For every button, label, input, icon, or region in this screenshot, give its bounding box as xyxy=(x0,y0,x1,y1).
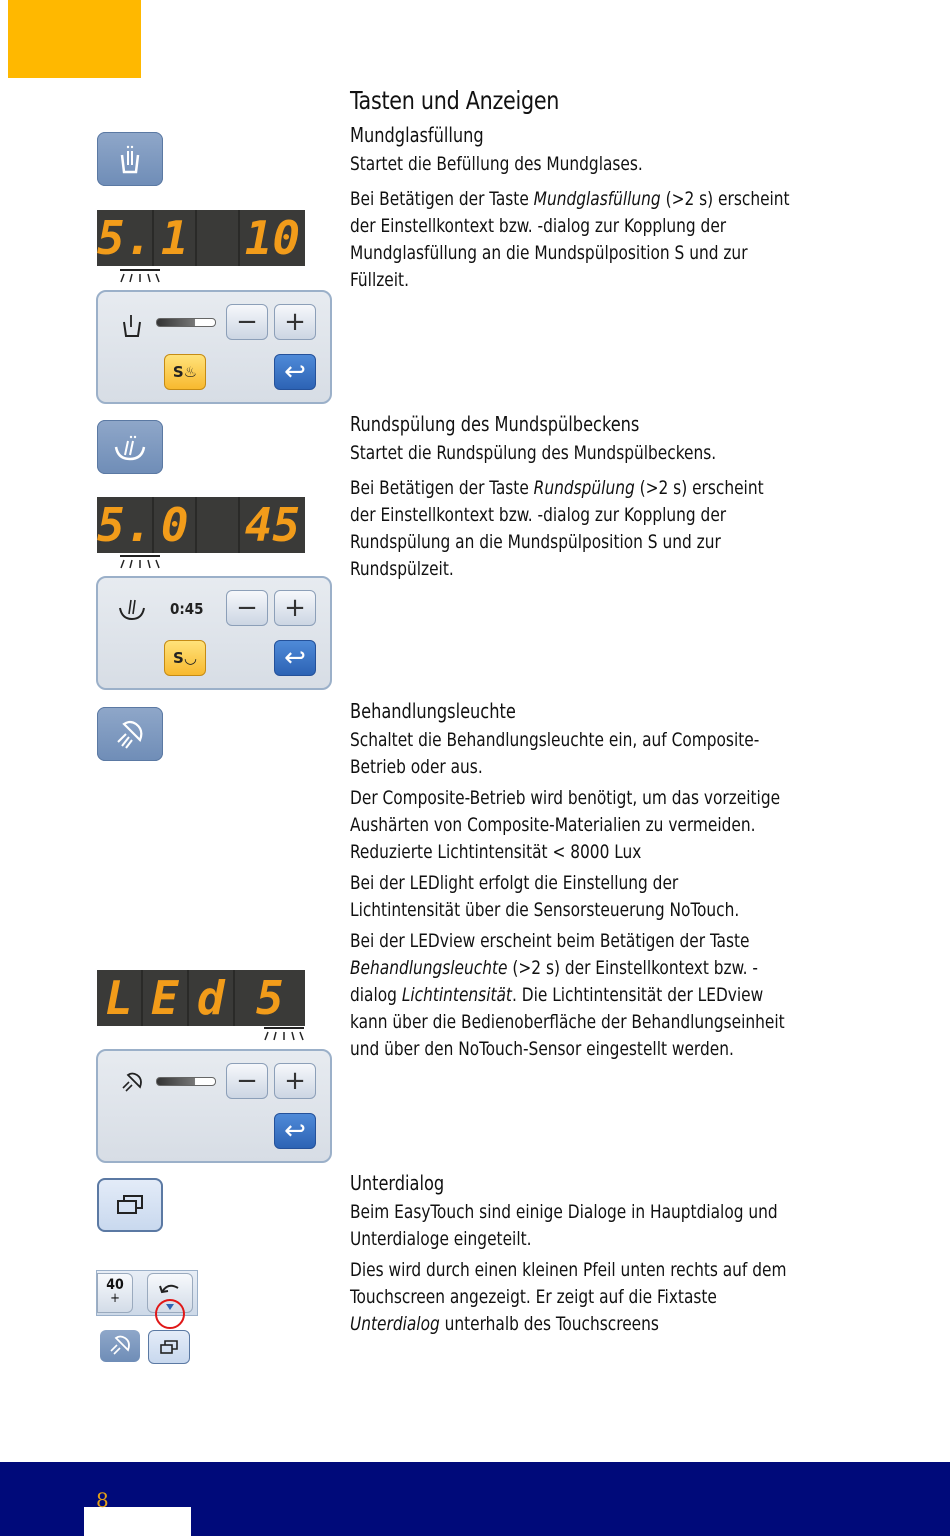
leuchte-p4: Bei der LEDview erscheint beim Betätigen der Taste Behandlungsleuchte (>2 s) der Einstellkontext bzw. -dialog Lichtintensität. Die Lichtintensität der LEDview kann über die Bedienoberfläche der Behandlungseinheit und über den NoTouch-Sensor eingestellt werden. xyxy=(350,930,785,1060)
position-s-cup-button[interactable] xyxy=(164,354,206,390)
treatment-light-icon xyxy=(108,1334,132,1358)
indicator-rays-icon xyxy=(118,268,162,284)
unter-column xyxy=(350,1171,790,1338)
digit: 10 xyxy=(244,211,301,265)
segment-display-mundglas xyxy=(97,210,305,266)
undo-arrow-icon xyxy=(158,1280,182,1298)
digit: L xyxy=(97,970,143,1026)
digit: 5 xyxy=(256,971,284,1025)
page-number: 8 xyxy=(96,1488,109,1512)
mundglas-p2: Bei Betätigen der Taste Mundglasfüllung (>2 s) erscheint der Einstellkontext bzw. -dialog zur Kopplung der Mundglasfüllung an die Mundspülposition S und zur Füllzeit. xyxy=(350,188,790,291)
section-title-rund: Rundspülung des Mundspülbeckens xyxy=(350,412,640,436)
indicator-rays-icon xyxy=(118,554,162,570)
leuchte-column xyxy=(350,699,790,1063)
page-heading: Tasten und Anzeigen xyxy=(350,86,560,115)
digit: 5. xyxy=(97,498,153,552)
unter-p1: Beim EasyTouch sind einige Dialoge in Hauptdialog und Unterdialoge eingeteilt. xyxy=(350,1201,778,1250)
rund-column xyxy=(350,412,790,583)
plus-button[interactable]: + xyxy=(274,304,316,340)
treatment-light-icon xyxy=(112,716,148,752)
digit: E xyxy=(143,970,189,1026)
bowl-rinse-key[interactable] xyxy=(97,420,163,474)
rinse-time-value: 0:45 xyxy=(170,600,204,618)
subdialog-key[interactable] xyxy=(97,1178,163,1232)
digit: 0 xyxy=(154,497,197,553)
subdialog-key-small[interactable] xyxy=(148,1330,190,1364)
leuchte-p3: Bei der LEDlight erfolgt die Einstellung der Lichtintensität über die Sensorsteuerung NoTouch. xyxy=(350,872,740,921)
highlight-circle xyxy=(155,1299,185,1329)
bowl-icon: ◡ xyxy=(183,649,197,667)
section-title-leuchte: Behandlungsleuchte xyxy=(350,699,516,723)
digit xyxy=(197,210,240,266)
subdialog-icon xyxy=(112,1187,148,1223)
segment-display-light xyxy=(97,970,305,1026)
plus-button[interactable]: + xyxy=(274,590,316,626)
light-small-icon xyxy=(120,1071,144,1095)
enter-button[interactable]: ↩ xyxy=(274,640,316,676)
light-key[interactable] xyxy=(97,707,163,761)
digit xyxy=(197,497,240,553)
bowl-small-icon xyxy=(118,596,146,622)
rund-p2: Bei Betätigen der Taste Rundspülung (>2 s) erscheint der Einstellkontext bzw. -dialog zur Kopplung der Rundspülung an die Mundspülposition S und zur Rundspülzeit. xyxy=(350,477,764,580)
value-tile[interactable] xyxy=(97,1273,133,1313)
minus-button[interactable]: − xyxy=(226,1063,268,1099)
cup-small-icon xyxy=(120,312,144,338)
intro-column xyxy=(350,86,790,294)
digit: d xyxy=(189,970,235,1026)
settings-panel-light xyxy=(96,1049,332,1163)
enter-button[interactable]: ↩ xyxy=(274,354,316,390)
minus-button[interactable]: − xyxy=(226,304,268,340)
segment-display-rund xyxy=(97,497,305,553)
subdialog-icon xyxy=(158,1336,180,1358)
settings-panel-rund xyxy=(96,576,332,690)
position-s-label: S xyxy=(172,363,184,381)
position-s-bowl-button[interactable] xyxy=(164,640,206,676)
leuchte-p2: Der Composite-Betrieb wird benötigt, um das vorzeitige Aushärten von Composite-Materialien zu vermeiden. Reduzierte Lichtintensität < 8000 Lux xyxy=(350,787,781,863)
section-title-unter: Unterdialog xyxy=(350,1171,445,1195)
digit: 45 xyxy=(244,498,301,552)
cup-fill-icon xyxy=(112,141,148,177)
cup-fill-key[interactable] xyxy=(97,132,163,186)
rund-p1: Startet die Rundspülung des Mundspülbeckens. xyxy=(350,442,717,464)
settings-panel-mundglas xyxy=(96,290,332,404)
bowl-rinse-icon xyxy=(112,429,148,465)
leuchte-p1: Schaltet die Behandlungsleuchte ein, auf Composite-Betrieb oder aus. xyxy=(350,729,760,778)
mundglas-p1: Startet die Befüllung des Mundglases. xyxy=(350,153,643,175)
digit: 5. xyxy=(97,211,153,265)
position-s-label: S xyxy=(173,649,184,667)
indicator-rays-icon xyxy=(262,1026,306,1042)
section-title-mundglas: Mundglasfüllung xyxy=(350,123,484,147)
enter-button[interactable]: ↩ xyxy=(274,1113,316,1149)
touch-plus: + xyxy=(110,1291,120,1306)
corner-tab xyxy=(8,0,141,78)
minus-button[interactable]: − xyxy=(226,590,268,626)
light-key-small[interactable] xyxy=(100,1330,140,1362)
touch-value: 40 xyxy=(106,1277,124,1293)
fill-time-slider[interactable] xyxy=(156,318,216,327)
cup-icon: ♨ xyxy=(183,363,198,381)
plus-button[interactable]: + xyxy=(274,1063,316,1099)
light-intensity-slider[interactable] xyxy=(156,1077,216,1086)
unter-p2: Dies wird durch einen kleinen Pfeil unten rechts auf dem Touchscreen angezeigt. Er zeigt auf die Fixtaste Unterdialog unterhalb des Touchscreens xyxy=(350,1259,787,1335)
digit: 1 xyxy=(154,210,197,266)
